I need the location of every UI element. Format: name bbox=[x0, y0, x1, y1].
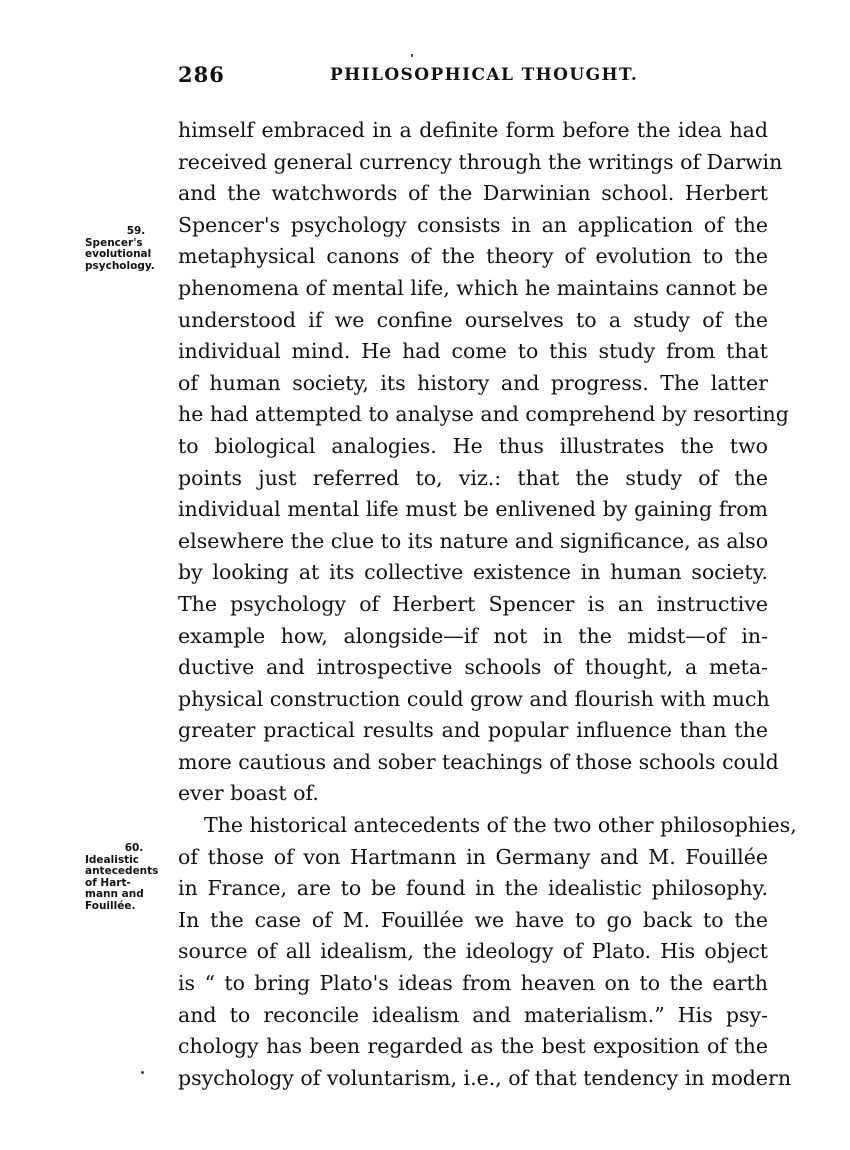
text-line: himself embraced in a definite form before the idea had bbox=[178, 118, 768, 142]
print-speck bbox=[411, 54, 413, 57]
sidenote-59 bbox=[85, 226, 167, 272]
text-line: ever boast of. bbox=[178, 781, 319, 806]
page-number: 286 bbox=[178, 62, 225, 87]
sidenote-line: antecedents bbox=[85, 865, 159, 877]
body-text bbox=[178, 115, 797, 1094]
text-line: and to reconcile idealism and materialism.” His psy- bbox=[178, 1002, 768, 1027]
text-line: The psychology of Herbert Spencer is an instructive bbox=[178, 591, 768, 616]
text-line: to biological analogies. He thus illustrates the two bbox=[178, 433, 768, 458]
text-line: chology has been regarded as the best exposition of the bbox=[178, 1034, 768, 1059]
text-line: of human society, its history and progress. The latter bbox=[178, 370, 768, 395]
sidenote-line: Fouillée. bbox=[85, 899, 136, 912]
text-line: understood if we confine ourselves to a study of the bbox=[178, 307, 768, 332]
text-line: greater practical results and popular influence than the bbox=[178, 718, 768, 743]
text-line: In the case of M. Fouillée we have to go back to the bbox=[178, 907, 768, 932]
text-line: is “ to bring Plato's ideas from heaven on to the earth bbox=[178, 971, 768, 996]
print-speck bbox=[141, 1071, 144, 1074]
text-line: more cautious and sober teachings of those schools could bbox=[178, 749, 779, 774]
text-line: he had attempted to analyse and comprehend by resorting bbox=[178, 402, 789, 427]
text-line: ductive and introspective schools of thought, a meta- bbox=[178, 655, 768, 680]
page-header bbox=[0, 62, 850, 90]
sidenote-line: evolutional bbox=[85, 248, 152, 260]
text-line: by looking at its collective existence in human society. bbox=[178, 560, 768, 585]
sidenote-60 bbox=[85, 843, 167, 912]
text-line: psychology of voluntarism, i.e., of that tendency in modern bbox=[178, 1065, 792, 1090]
text-line: Spencer's psychology consists in an application of the bbox=[178, 212, 768, 237]
text-line: points just referred to, viz.: that the study of the bbox=[178, 465, 768, 490]
text-line: received general currency through the writings of Darwin bbox=[178, 149, 783, 174]
sidenote-number: 59. bbox=[126, 225, 146, 237]
running-head: PHILOSOPHICAL THOUGHT. bbox=[330, 65, 639, 85]
text-line: and the watchwords of the Darwinian school. Herbert bbox=[178, 181, 768, 206]
text-line: The historical antecedents of the two other philosophies, bbox=[204, 813, 797, 838]
sidenote-number: 60. bbox=[124, 842, 144, 854]
text-line: elsewhere the clue to its nature and significance, as also bbox=[178, 528, 769, 553]
sidenote-line: Spencer's bbox=[85, 236, 143, 249]
text-line: in France, are to be found in the idealistic philosophy. bbox=[178, 876, 768, 901]
text-line: individual mental life must be enlivened by gaining from bbox=[178, 497, 768, 522]
text-line: metaphysical canons of the theory of evolution to the bbox=[178, 244, 768, 269]
text-line: phenomena of mental life, which he maintains cannot be bbox=[178, 275, 768, 300]
text-line: source of all idealism, the ideology of Plato. His object bbox=[178, 939, 768, 964]
sidenote-line: of Hart- bbox=[85, 876, 131, 889]
text-line: physical construction could grow and flourish with much bbox=[178, 686, 770, 711]
text-line: example how, alongside—if not in the midst—of in- bbox=[178, 623, 768, 648]
text-line: of those of von Hartmann in Germany and M. Fouillée bbox=[178, 844, 768, 869]
text-line: individual mind. He had come to this study from that bbox=[178, 339, 768, 364]
sidenote-line: mann and bbox=[85, 888, 144, 900]
sidenote-line: Idealistic bbox=[85, 853, 139, 866]
sidenote-line: psychology. bbox=[85, 259, 155, 272]
